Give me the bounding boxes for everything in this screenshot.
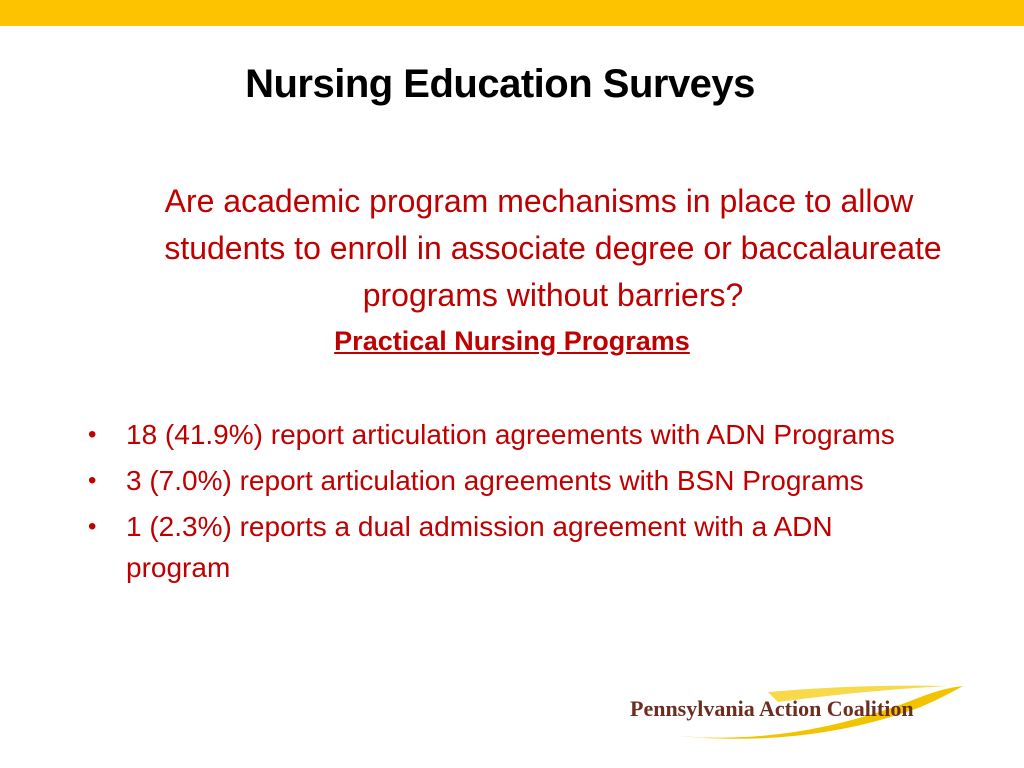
bullet-list — [80, 414, 940, 593]
bullet-text: 1 (2.3%) reports a dual admission agreement with a ADN program — [126, 511, 833, 583]
bullet-icon: • — [88, 467, 97, 494]
bullet-text: 3 (7.0%) report articulation agreements with BSN Programs — [126, 465, 864, 496]
bullet-item — [80, 460, 940, 501]
bullet-item — [80, 414, 940, 455]
question-text: Are academic program mechanisms in place to allow students to enroll in associate degree or baccalaureate programs without barriers? — [164, 183, 942, 313]
top-accent-bar — [0, 0, 1024, 26]
bullet-icon: • — [88, 421, 97, 448]
bullet-item — [80, 506, 940, 588]
bullet-text: 18 (41.9%) report articulation agreements with ADN Programs — [126, 419, 895, 450]
bullet-icon: • — [88, 513, 97, 540]
slide-title: Nursing Education Surveys — [245, 62, 755, 106]
pennsylvania-action-coalition-logo — [618, 680, 978, 744]
subheading: Practical Nursing Programs — [334, 326, 690, 356]
logo-text: Pennsylvania Action Coalition — [630, 696, 914, 721]
